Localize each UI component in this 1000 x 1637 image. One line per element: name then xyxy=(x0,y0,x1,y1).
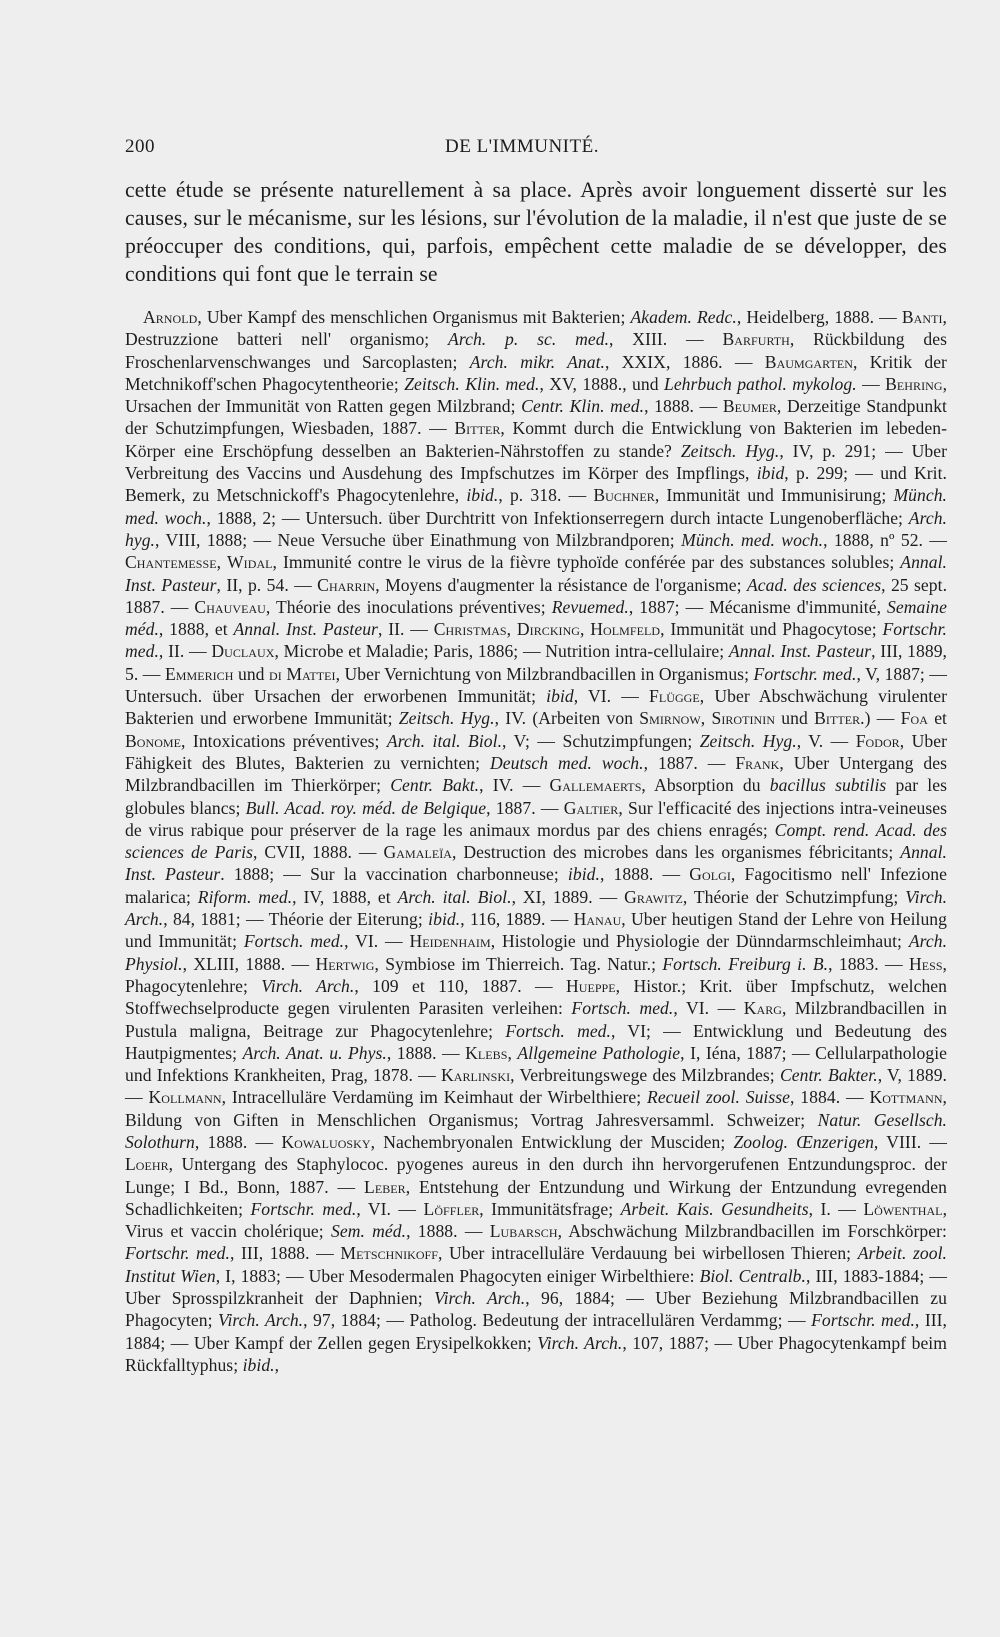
citation-text: , 1887. — xyxy=(486,797,564,818)
citation-text: , III, 1888. — xyxy=(229,1243,341,1264)
citation-text: , I. — xyxy=(808,1198,864,1219)
journal-title: Arch. ital. Biol. xyxy=(397,886,512,907)
citation-text: , VI. — xyxy=(573,686,650,707)
citation-text: .) — xyxy=(860,708,901,729)
journal-title: Annal. Inst. Pasteur xyxy=(728,641,872,662)
citation-text: , 1888. — xyxy=(386,1042,466,1063)
author-name: Baumgarten xyxy=(764,351,853,372)
citation-text: , Histor.; Krit. über Impfschutz, welchen Stoffwechselproducte gegen virulenten Parasiten verleihen: xyxy=(125,975,948,1019)
citation-text: , III, 1883-1884; — Uber Sprosspilzkranheit der Daphnien; xyxy=(125,1265,947,1309)
author-name: Löffler xyxy=(423,1198,480,1219)
author-name: Hertwig xyxy=(315,953,375,974)
citation-text: , Microbe et Maladie; Paris, 1886; — Nutrition intra-cellulaire; xyxy=(274,641,729,662)
journal-title: Fortsch. Freiburg i. B. xyxy=(662,953,829,974)
author-name: Dircking xyxy=(516,619,581,640)
citation-text: , 1888. — xyxy=(194,1131,282,1152)
journal-title: Arch. mikr. Anat. xyxy=(469,351,606,372)
citation-text: , 1888. — xyxy=(599,864,690,885)
citation-text: , Théorie des inoculations préventives; xyxy=(265,596,552,617)
page-number: 200 xyxy=(125,136,155,157)
citation-text: , VIII, 1888; — Neue Versuche über Einathmung von Milzbrandporen; xyxy=(155,529,682,550)
citation-text: , XIII. — xyxy=(609,329,723,350)
journal-title: Zoolog. Œnzerigen xyxy=(733,1131,874,1152)
journal-title: Fortsch. med. xyxy=(243,931,345,952)
citation-text: , IV, p. 291; — Uber Verbreitung des Vaccins und Ausdehung des Impfschutzes im Körper des Impflings, xyxy=(125,440,948,484)
citation-text: , Intracelluläre Verdamüng im Keimhaut der Wirbelthiere; xyxy=(221,1087,648,1108)
citation-text: , V; — Schutzimpfungen; xyxy=(502,730,700,751)
author-name: Beumer xyxy=(722,396,777,417)
citation-text: , 1888, 2; — Untersuch. über Durchtritt von Infektionserregern durch intacte Lungenoberfläche; xyxy=(206,507,909,528)
citation-text: , XXIX, 1886. — xyxy=(605,351,765,372)
journal-title: Virch. Arch. xyxy=(217,1310,304,1331)
author-name: Duclaux xyxy=(211,641,275,662)
journal-title: Acad. des sciences xyxy=(746,574,882,595)
citation-text: , xyxy=(580,619,591,640)
citation-text: , Abschwächung Milzbrandbacillen im Forschkörper: xyxy=(557,1221,947,1242)
journal-title: Natur. Gesellsch. Solothurn xyxy=(125,1109,947,1152)
citation-text: , II. — xyxy=(377,619,434,640)
citation-text: , IV. — xyxy=(479,775,550,796)
citation-text: — xyxy=(856,373,886,394)
citation-text: , Fagocitismo nell' Infezione malarica; xyxy=(125,864,947,907)
author-name: Banti xyxy=(901,307,943,327)
author-name: Chantemesse xyxy=(125,552,217,573)
journal-title: ibid xyxy=(756,463,785,484)
citation-text: , 1888, et xyxy=(158,619,234,640)
author-name: Fodor xyxy=(855,730,900,751)
journal-title: Arbeit. Kais. Gesundheits xyxy=(620,1198,809,1219)
journal-title: ibid. xyxy=(567,864,600,885)
citation-text: et xyxy=(927,708,947,729)
citation-text: , p. 318. — xyxy=(498,485,594,506)
citation-text: , Uber heutigen Stand der Lehre von Heilung und Immunität; xyxy=(125,909,947,952)
citation-text: , Kritik der Metchnikoff'schen Phagocytentheorie; xyxy=(125,351,947,394)
author-name: Kowaluosky xyxy=(281,1131,371,1152)
citation-text: , 1887; — Mécanisme d'immunité, xyxy=(628,596,888,617)
author-name: Holmfeld xyxy=(590,619,661,640)
journal-title: ibid. xyxy=(242,1354,275,1375)
citation-text: , 84, 1881; — Théorie der Eiterung; xyxy=(163,909,429,930)
journal-title: Fortschr. med. xyxy=(125,1243,230,1264)
citation-text: , IV, 1888, et xyxy=(292,886,398,907)
author-name: Bitter xyxy=(814,708,861,729)
journal-title: Semaine méd. xyxy=(125,596,947,640)
journal-title: Centr. Bakter. xyxy=(779,1065,878,1086)
citation-text: , IV. (Arbeiten von xyxy=(494,708,640,729)
journal-title: ibid. xyxy=(428,909,461,930)
journal-title: Centr. Bakt. xyxy=(390,775,480,796)
journal-title: Annal. Inst. Pasteur xyxy=(125,552,947,595)
citation-text: , Destruzzione batteri nell' organismo; xyxy=(125,307,947,350)
author-name: Grawitz xyxy=(624,886,683,907)
journal-title: Fortschr. med. xyxy=(250,1198,357,1219)
author-name: Arnold xyxy=(143,307,198,327)
citation-text: , 107, 1887; — Uber Phagocytenkampf beim Rückfalltyphus; xyxy=(125,1332,947,1375)
citation-text: , I, 1883; — Uber Mesodermalen Phagocyten einiger Wirbelthiere: xyxy=(215,1265,700,1286)
author-name: Hanau xyxy=(573,909,622,930)
citation-text: , Untergang des Staphylococ. pyogenes aureus in den durch ihn hervorgerufenen Entzundungsproc. der Lunge; I Bd., Bonn, 1887. — xyxy=(125,1154,947,1197)
journal-title: ibid. xyxy=(466,485,499,506)
citation-text: , VIII. — xyxy=(873,1131,948,1152)
citation-text: , Uber Kampf des menschlichen Organismus mit Bakterien; xyxy=(197,307,631,327)
journal-title: Fortsch. med. xyxy=(571,998,674,1019)
journal-title: Annal. Inst. Pasteur xyxy=(125,842,947,885)
citation-text: , 1887. — xyxy=(643,752,736,773)
author-name: Flügge xyxy=(649,686,700,707)
journal-title: Biol. Centralb. xyxy=(699,1265,806,1286)
citation-text: , 1888. — xyxy=(406,1221,490,1242)
citation-text: , Immunität und Phagocytose; xyxy=(660,619,883,640)
citation-text: , Virus et vaccin cholérique; xyxy=(125,1198,948,1242)
journal-title: Arch. Anat. u. Phys. xyxy=(242,1042,387,1063)
citation-text: , Immunität und Immunisirung; xyxy=(654,485,894,506)
citation-text: , 97, 1884; — Patholog. Bedeutung der intracellulären Verdammg; — xyxy=(303,1310,812,1331)
citation-text: , VI. — xyxy=(673,998,744,1019)
author-name: Karlinski xyxy=(440,1065,511,1086)
journal-title: Riform. med. xyxy=(197,886,293,907)
citation-text: , xyxy=(700,708,712,729)
author-name: Buchner xyxy=(593,485,655,506)
author-name: Behring xyxy=(885,373,943,394)
citation-text: , Uber Abschwächung virulenter Bakterien und erworbene Immunität; xyxy=(125,686,947,729)
page-header xyxy=(125,136,947,166)
journal-title: Virch. Arch. xyxy=(261,975,355,996)
journal-title: Fortschr. med. xyxy=(753,663,857,684)
journal-title: Virch. Arch. xyxy=(537,1332,623,1353)
journal-title: Fortschr. med. xyxy=(811,1310,915,1331)
bibliography-paragraph xyxy=(125,306,947,1376)
author-name: Löwenthal xyxy=(863,1198,943,1219)
citation-text: , Sur l'efficacité des injections intra-veineuses de virus rabique pour préserver de la rage les animaux mordus par des chiens enragés; xyxy=(125,797,947,840)
citation-text: , V, 1887; — Untersuch. über Ursachen der erworbenen Immunität; xyxy=(125,663,948,707)
citation-text: , 1884. — xyxy=(790,1087,870,1108)
citation-text: , XI, 1889. — xyxy=(511,886,625,907)
citation-text: . 1888; — Sur la vaccination charbonneuse; xyxy=(220,864,568,885)
journal-title: Virch. Arch. xyxy=(434,1288,526,1309)
journal-title: Sem. méd. xyxy=(330,1221,407,1242)
citation-text: par les globules blancs; xyxy=(125,775,947,818)
citation-text: , Moyens d'augmenter la résistance de l'organisme; xyxy=(375,574,747,595)
citation-text: , XLIII, 1888. — xyxy=(182,953,316,974)
citation-text: , xyxy=(274,1354,280,1375)
journal-title: Zeitsch. Hyg. xyxy=(680,440,780,461)
journal-title: Allgemeine Pathologie xyxy=(517,1042,681,1063)
journal-title: Zeitsch. Klin. med. xyxy=(404,373,540,394)
citation-text: , Derzeitige Standpunkt der Schutzimpfungen, Wiesbaden, 1887. — xyxy=(125,396,947,439)
citation-text: , V. — xyxy=(796,730,856,751)
citation-text: , 1888, nº 52. — xyxy=(823,529,948,550)
author-name: Charrin xyxy=(317,574,376,595)
journal-title: Arch. hyg. xyxy=(125,507,947,550)
journal-title: Fortsch. med. xyxy=(505,1020,611,1041)
citation-text: , XV, 1888., und xyxy=(539,373,664,394)
journal-title: Annal. Inst. Pasteur xyxy=(233,619,378,640)
citation-text: , CVII, 1888. — xyxy=(253,842,384,863)
journal-title: Bull. Acad. roy. méd. de Belgique xyxy=(245,797,487,818)
citation-text: , Milzbrandbacillen in Pustula maligna, Beitrage zur Phagocytenlehre; xyxy=(125,998,948,1041)
citation-text: , 96, 1884; — Uber Beziehung Milzbrandbacillen zu Phagocyten; xyxy=(125,1288,948,1331)
journal-title: Zeitsch. Hyg. xyxy=(699,730,797,751)
citation-text: , Théorie der Schutzimpfung; xyxy=(682,886,906,907)
citation-text: , 1888. — xyxy=(644,396,723,417)
citation-text: , V, 1889. — xyxy=(125,1065,948,1108)
citation-text: , Heidelberg, 1888. — xyxy=(736,307,902,327)
citation-text: , p. 299; — und Krit. Bemerk, zu Metschnickoff's Phagocytenlehre, xyxy=(125,463,947,506)
author-name: Kottmann xyxy=(869,1087,943,1108)
journal-title: Münch. med. woch. xyxy=(681,529,824,550)
author-name: Leber xyxy=(364,1176,406,1197)
author-name: Metschnikoff xyxy=(340,1243,438,1264)
citation-text: , Absorption du xyxy=(641,775,770,796)
author-name: Bitter xyxy=(454,418,501,439)
author-name: Karg xyxy=(743,998,782,1019)
citation-text: , Rückbildung des Froschenlarvenschwanges und Sarcoplasten; xyxy=(125,329,947,372)
citation-text: und xyxy=(233,663,270,684)
author-name: Lubarsch xyxy=(489,1221,558,1242)
citation-text: , xyxy=(507,1042,518,1063)
journal-title: Münch. med. woch. xyxy=(125,485,948,528)
book-page xyxy=(125,136,947,1376)
author-name: Emmerich xyxy=(164,663,234,684)
author-name: Gamaleïa xyxy=(383,842,452,863)
citation-text: , VI. — xyxy=(344,931,410,952)
author-name: Kollmann xyxy=(148,1087,222,1108)
author-name: Golgi xyxy=(689,864,731,885)
citation-text: , Histologie und Physiologie der Dünndarmschleimhaut; xyxy=(490,931,909,952)
journal-title: Arch. Physiol. xyxy=(125,931,948,974)
journal-title: Virch. Arch. xyxy=(125,886,948,930)
citation-text: , I, Iéna, 1887; — Cellularpathologie und Infektions Krankheiten, Prag, 1878. — xyxy=(125,1042,947,1086)
citation-text: , 109 et 110, 1887. — xyxy=(354,975,566,996)
journal-title: Zeitsch. Hyg. xyxy=(398,708,495,729)
author-name: Klebs xyxy=(465,1042,508,1063)
citation-text: , xyxy=(506,619,517,640)
citation-text: , 1883. — xyxy=(828,953,909,974)
citation-text: , III, 1884; — Uber Kampf der Zellen gegen Erysipelkokken; xyxy=(125,1310,947,1353)
citation-text: , Symbiose im Thierreich. Tag. Natur.; xyxy=(374,953,663,974)
citation-text: , Kommt durch die Entwicklung von Bakterien im lebeden-Körper eine Erschöpfung desselben an Bakterien-Nährstoffen zu stande? xyxy=(125,418,947,461)
citation-text: , 116, 1889. — xyxy=(460,909,574,930)
author-name: Gallemaerts xyxy=(549,775,642,796)
author-name: Christmas xyxy=(433,619,507,640)
author-name: Chauveau xyxy=(194,596,266,617)
citation-text: , Uber Untergang des Milzbrandbacillen im Thierkörper; xyxy=(125,752,947,796)
citation-text: , Entstehung der Entzundung und Wirkung der Entzundung evregenden Schadlichkeiten; xyxy=(125,1176,947,1219)
citation-text: , Uber intracelluläre Verdauung bei wirbellosen Thieren; xyxy=(438,1243,858,1264)
author-name: Barfurth xyxy=(722,329,790,350)
journal-title: Arch. p. sc. med. xyxy=(448,329,610,350)
citation-text: , Uber Fähigkeit des Blutes, Bakterien zu vernichten; xyxy=(125,730,947,773)
author-name: Galtier xyxy=(563,797,619,818)
body-paragraph: cette étude se présente naturellement à sa place. Après avoir longuement dissertė sur les causes, sur le mécanisme, sur les lésions, sur l'évolution de la maladie, il n'est que juste de se préoccuper des conditions, qui, parfois, empêchent cette maladie de se développer, des conditions qui font que le terrain se xyxy=(125,178,947,286)
citation-text: , Phagocytenlehre; xyxy=(125,953,947,996)
journal-title: ibid xyxy=(546,686,574,707)
running-head: DE L'IMMUNITÉ. xyxy=(445,136,599,157)
citation-text: , Intoxications préventives; xyxy=(181,730,387,751)
citation-text: , VI. — xyxy=(356,1198,424,1219)
author-name: Foa xyxy=(900,708,928,729)
author-name: Widal xyxy=(227,552,273,573)
citation-text: , Destruction des microbes dans les organismes fébricitants; xyxy=(451,842,901,863)
citation-text: , III, 1889, 5. — xyxy=(125,641,947,684)
citation-text: , Uber Vernichtung von Milzbrandbacillen in Organismus; xyxy=(335,663,754,684)
citation-text: , VI; — Entwicklung und Bedeutung des Hautpigmentes; xyxy=(125,1020,947,1063)
citation-text: , II. — xyxy=(158,641,212,662)
author-name: di Mattei xyxy=(269,663,336,684)
journal-title: Centr. Klin. med. xyxy=(521,396,645,417)
journal-title: bacillus subtilis xyxy=(769,775,887,796)
author-name: Sirotinin xyxy=(711,708,776,729)
author-name: Smirnow xyxy=(639,708,701,729)
author-name: Heidenhaim xyxy=(409,931,491,952)
journal-title: Arbeit. zool. Institut Wien xyxy=(125,1243,947,1286)
author-name: Loehr xyxy=(125,1154,169,1175)
journal-title: Akadem. Redc. xyxy=(630,307,737,327)
author-name: Hueppe xyxy=(565,975,616,996)
citation-text: , Immunité contre le virus de la fièvre typhoïde conférée par des substances solubles; xyxy=(272,552,901,573)
citation-text: , Nachembryonalen Entwicklung der Musciden; xyxy=(370,1131,734,1152)
citation-text: , xyxy=(216,552,228,573)
citation-text: , Bildung von Giften in Menschlichen Organismus; Vortrag Jahresversamml. Schweizer; xyxy=(125,1087,947,1130)
author-name: Frank xyxy=(735,752,780,773)
author-name: Hess xyxy=(908,953,943,974)
journal-title: Fortschr. med. xyxy=(125,619,947,662)
journal-title: Arch. ital. Biol. xyxy=(386,730,503,751)
journal-title: Recueil zool. Suisse xyxy=(647,1087,791,1108)
journal-title: Deutsch med. woch. xyxy=(490,752,644,773)
citation-text: , Immunitätsfrage; xyxy=(479,1198,621,1219)
citation-text: , Verbreitungswege des Milzbrandes; xyxy=(510,1065,780,1086)
journal-title: Revuemed. xyxy=(551,596,629,617)
citation-text: , 25 sept. 1887. — xyxy=(125,574,948,617)
citation-text: , II, p. 54. — xyxy=(216,574,318,595)
citation-text: und xyxy=(775,708,815,729)
journal-title: Compt. rend. Acad. des sciences de Paris xyxy=(125,819,948,863)
citation-text: , Ursachen der Immunität von Ratten gegen Milzbrand; xyxy=(125,373,948,417)
author-name: Bonome xyxy=(125,730,182,751)
journal-title: Lehrbuch pathol. mykolog. xyxy=(663,373,857,394)
